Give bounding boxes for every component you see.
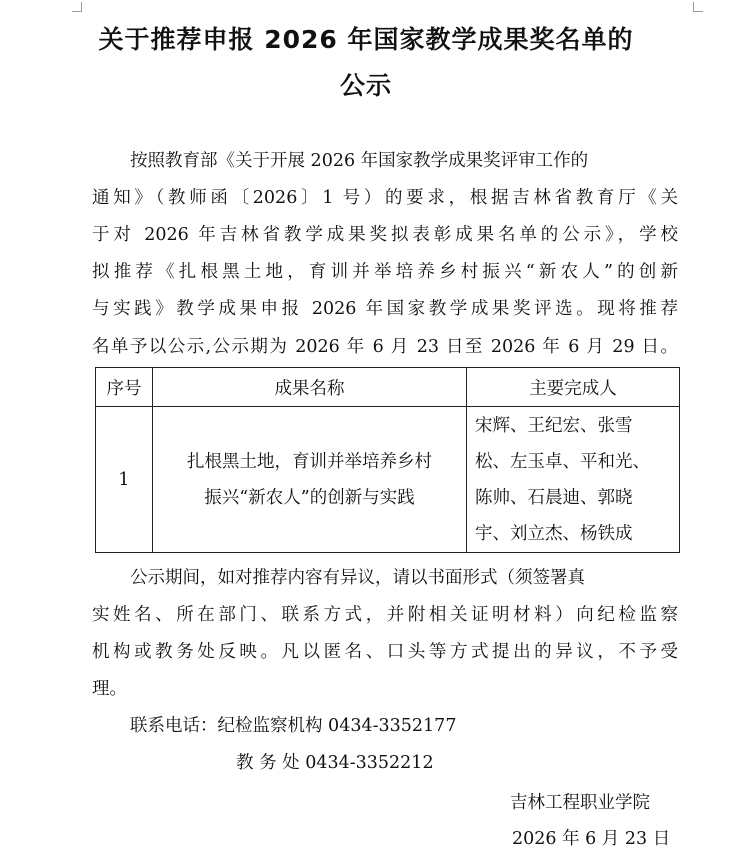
achievement-name-line: 振兴“新农人”的创新与实践 xyxy=(204,487,415,508)
table-row xyxy=(96,407,680,553)
contributors-line: 陈帅、石晨迪、郭晓 xyxy=(475,487,633,508)
objection-line-3: 机构或教务处反映。凡以匿名、口头等方式提出的异议，不予受 xyxy=(92,642,678,662)
achievement-name-cell xyxy=(153,407,467,553)
header-index: 序号 xyxy=(96,368,153,407)
contact-phone-line-1: 联系电话：纪检监察机构 0434-3352177 xyxy=(130,716,457,736)
header-main-contributors: 主要完成人 xyxy=(467,368,680,407)
objection-line-1: 公示期间，如对推荐内容有异议，请以书面形式（须签署真 xyxy=(130,568,585,588)
intro-line-3: 于对 2026 年吉林省教学成果奖拟表彰成果名单的公示》，学校 xyxy=(92,225,678,245)
crop-mark-top-right xyxy=(693,2,703,12)
contributors-cell xyxy=(467,407,680,553)
signature-organization: 吉林工程职业学院 xyxy=(510,793,650,813)
table-header-row xyxy=(96,368,680,407)
contributors-line: 宋辉、王纪宏、张雪 xyxy=(475,415,633,436)
objection-line-4: 理。 xyxy=(92,679,127,699)
achievement-name-line: 扎根黑土地，育训并举培养乡村 xyxy=(187,451,432,472)
intro-line-5: 与实践》教学成果申报 2026 年国家教学成果奖评选。现将推荐 xyxy=(92,299,678,319)
document-title-line-1: 关于推荐申报 2026 年国家教学成果奖名单的 xyxy=(98,25,634,54)
signature-date: 2026 年 6 月 23 日 xyxy=(512,829,671,849)
document-title-line-2: 公示 xyxy=(339,71,392,100)
crop-mark-top-left xyxy=(72,2,82,12)
contributors-line: 松、左玉卓、平和光、 xyxy=(475,451,650,472)
row-index: 1 xyxy=(96,407,153,553)
contributors-line: 宇、刘立杰、杨铁成 xyxy=(475,523,633,544)
intro-line-1: 按照教育部《关于开展 2026 年国家教学成果奖评审工作的 xyxy=(130,151,589,171)
intro-line-2: 通知》（教师函〔2026〕1 号）的要求，根据吉林省教育厅《关 xyxy=(92,188,678,208)
intro-line-6: 名单予以公示,公示期为 2026 年 6 月 23 日至 2026 年 6 月 29 日。 xyxy=(92,337,678,357)
header-achievement-name: 成果名称 xyxy=(153,368,467,407)
recommendation-table xyxy=(95,367,680,553)
objection-line-2: 实姓名、所在部门、联系方式，并附相关证明材料）向纪检监察 xyxy=(92,605,678,625)
intro-line-4: 拟推荐《扎根黑土地，育训并举培养乡村振兴“新农人”的创新 xyxy=(92,262,678,282)
contact-phone-line-2: 教 务 处 0434-3352212 xyxy=(236,753,434,773)
